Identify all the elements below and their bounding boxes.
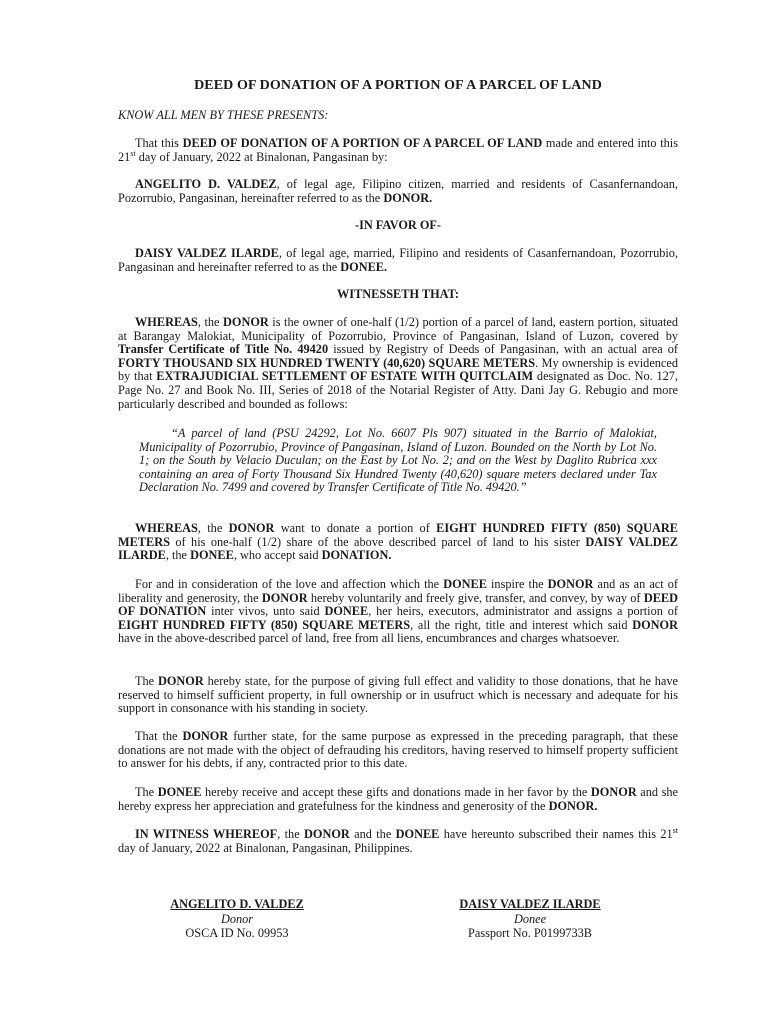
donee-paragraph: DAISY VALDEZ ILARDE, of legal age, married, Filipino and residents of Casanfernandoan, Pozorrubio, Pangasinan and hereinafter referred to as the DONEE.: [118, 246, 679, 274]
in-favor-heading: -IN FAVOR OF-: [354, 218, 442, 232]
donor-signature-block: [127, 897, 347, 941]
donee-signature-block: [420, 897, 640, 941]
consideration-paragraph: For and in consideration of the love and affection which the DONEE inspire the DONOR and as an act of liberality and generosity, the DONOR hereby voluntarily and freely give, transfer, and convey, by way of DEED OF DONATION inter vivos, unto said DONEE, her heirs, executors, administrator and assigns a portion of EIGHT HUNDRED FIFTY (850) SQUARE METERS, all the right, title and interest which said DONOR have in the above-described parcel of land, free from all liens, encumbrances and charges whatsoever.: [118, 577, 678, 646]
donor-paragraph: ANGELITO D. VALDEZ, of legal age, Filipino citizen, married and residents of Casanfernandoan, Pozorrubio, Pangasinan, hereinafter referred to as the DONOR.: [118, 177, 678, 205]
donee-role: Donee: [513, 911, 547, 926]
intro-paragraph: That this DEED OF DONATION OF A PORTION OF A PARCEL OF LAND made and entered into this 21st day of January, 2022 at Binalonan, Pangasinan by:: [118, 136, 678, 164]
donor-id: OSCA ID No. 09953: [185, 926, 289, 940]
donee-id: Passport No. P0199733B: [467, 926, 592, 940]
witness-whereof-paragraph: IN WITNESS WHEREOF, the DONOR and the DONEE have hereunto subscribed their names this 21st day of January, 2022 at Binalonan, Pangasinan, Philippines.: [118, 825, 679, 855]
donor-name: ANGELITO D. VALDEZ: [170, 897, 304, 911]
whereas-ownership-paragraph: WHEREAS, the DONOR is the owner of one-half (1/2) portion of a parcel of land, eastern portion, situated at Barangay Malokiat, Municipality of Pozorrubio, Province of Pangasinan, Island of Luzon, covered by Transfer Certificate of Title No. 49420 issued by Registry of Deeds of Pangasinan, with an actual area of FORTY THOUSAND SIX HUNDRED TWENTY (40,620) SQUARE METERS. My ownership is evidenced by that EXTRAJUDICIAL SETTLEMENT OF ESTATE WITH QUITCLAIM designated as Doc. No. 127, Page No. 27 and Book No. III, Series of 2018 of the Notarial Register of Atty. Dani Jay G. Rebugio and more particularly described and bounded as follows:: [118, 315, 679, 411]
donee-name: DAISY VALDEZ ILARDE: [459, 897, 601, 911]
donor-role: Donor: [220, 911, 254, 926]
whereas-donate-paragraph: WHEREAS, the DONOR want to donate a portion of EIGHT HUNDRED FIFTY (850) SQUARE METERS of his one-half (1/2) share of the above described parcel of land to his sister DAISY VALDEZ ILARDE, the DONEE, who accept said DONATION.: [118, 521, 678, 563]
land-description-quote: “A parcel of land (PSU 24292, Lot No. 6607 Pls 907) situated in the Barrio of Malokiat, Municipality of Pozorrubio, Province of Pangasinan, Island of Luzon. Bounded on the North by Lot No. 1; on the South by Velacio Duculan; on the East by Lot No. 2; and on the West by Daglito Rubrica xxx containing an area of Forty Thousand Six Hundred Twenty (40,620) square meters declared under Tax Declaration No. 7499 and covered by Transfer Certificate of Title No. 49420.”: [139, 426, 657, 495]
witnesseth-heading: WITNESSETH THAT:: [337, 287, 459, 301]
document-title: DEED OF DONATION OF A PORTION OF A PARCEL OF LAND: [194, 78, 602, 93]
acceptance-paragraph: The DONEE hereby receive and accept these gifts and donations made in her favor by the DONOR and she hereby express her appreciation and gratefulness for the kindness and generosity of the DONOR.: [118, 785, 678, 813]
know-all-men-heading: KNOW ALL MEN BY THESE PRESENTS:: [118, 108, 329, 122]
reserved-property-paragraph: The DONOR hereby state, for the purpose of giving full effect and validity to those donations, that he have reserved to himself sufficient property, in full ownership or in usufruct which is necessary and adequate for his support in consonance with his standing in society.: [118, 674, 678, 716]
creditors-paragraph: That the DONOR further state, for the same purpose as expressed in the preceding paragraph, that these donations are not made with the object of defrauding his creditors, having reserved to himself property sufficient to answer for his debts, if any, contracted prior to this date.: [118, 729, 678, 771]
